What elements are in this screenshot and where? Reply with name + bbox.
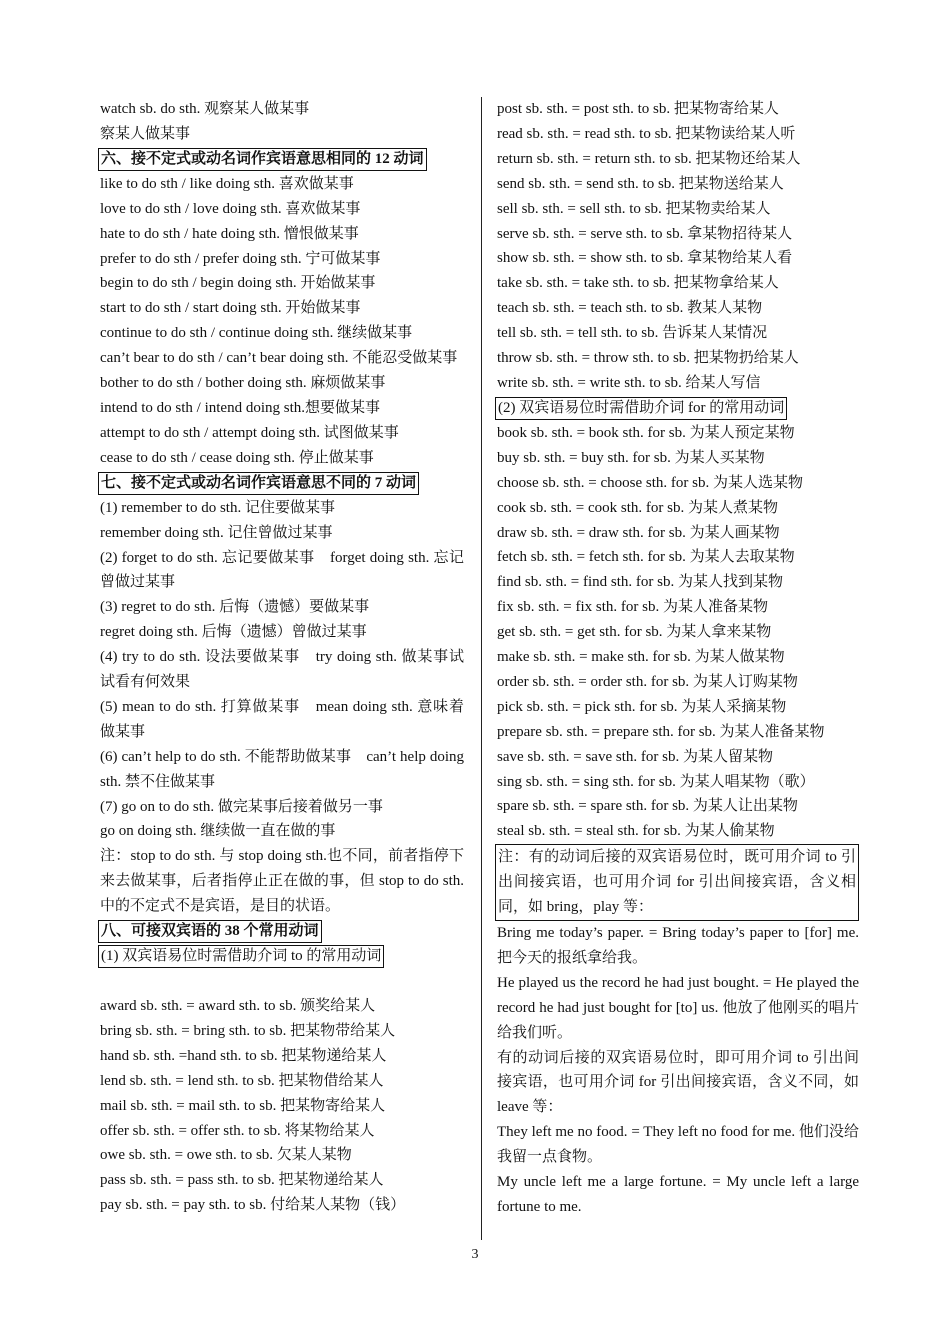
text-line: 有的动词后接的双宾语易位时，即可用介词 to 引出间接宾语，也可用介词 for 引出间接宾语，含义不同，如 leave 等： <box>497 1049 859 1116</box>
text-line: (1) remember to do sth. 记住要做某事 <box>100 499 335 516</box>
text-line: cook sb. sth. = cook sth. for sb. 为某人煮某物 <box>497 499 778 516</box>
text-line: 注：stop to do sth. 与 stop doing sth.也不同，前者指停下来去做某事，后者指停止正在做的事，但 stop to do sth. 中的不定式不是宾语，是目的状语。 <box>100 848 464 915</box>
text-line: owe sb. sth. = owe sth. to sb. 欠某人某物 <box>100 1147 352 1164</box>
text-line: start to do sth / start doing sth. 开始做某事 <box>100 300 361 317</box>
text-line: They left me no food. = They left no food for me. 他们没给我留一点食物。 <box>497 1124 859 1166</box>
text-line: sell sb. sth. = sell sth. to sb. 把某物卖给某人 <box>497 200 771 217</box>
text-line: (3) regret to do sth. 后悔（遗憾）要做某事 <box>100 599 370 616</box>
text-line: book sb. sth. = book sth. for sb. 为某人预定某物 <box>497 424 795 441</box>
text-line: buy sb. sth. = buy sth. for sb. 为某人买某物 <box>497 449 765 466</box>
text-line: read sb. sth. = read sth. to sb. 把某物读给某人听 <box>497 125 796 142</box>
text-line: watch sb. do sth. 观察某人做某事 <box>100 101 310 117</box>
section6-list <box>100 172 464 471</box>
text-line: 察某人做某事 <box>100 125 191 142</box>
text-line: cease to do sth / cease doing sth. 停止做某事 <box>100 449 374 466</box>
text-line: make sb. sth. = make sth. for sb. 为某人做某物 <box>497 649 785 666</box>
page-number: 3 <box>471 1247 479 1262</box>
text-line: sing sb. sth. = sing sth. for sb. 为某人唱某物（歌） <box>497 773 815 790</box>
text-line: hate to do sth / hate doing sth. 憎恨做某事 <box>100 225 359 242</box>
column-divider <box>481 97 482 1240</box>
text-line: prepare sb. sth. = prepare sth. for sb. 为某人准备某物 <box>497 723 825 740</box>
text-line: send sb. sth. = send sth. to sb. 把某物送给某人 <box>497 175 784 192</box>
right-column <box>497 97 859 1220</box>
to-verb-list-continued <box>497 97 859 396</box>
text-line: throw sb. sth. = throw sth. to sb. 把某物扔给某人 <box>497 350 799 367</box>
text-line: intend to do sth / intend doing sth.想要做某事 <box>100 399 380 416</box>
text-line: My uncle left me a large fortune. = My uncle left a large fortune to me. <box>497 1174 859 1215</box>
text-line: (7) go on to do sth. 做完某事后接着做另一事 <box>100 798 383 815</box>
text-line: begin to do sth / begin doing sth. 开始做某事 <box>100 275 376 292</box>
text-line: regret doing sth. 后悔（遗憾）曾做过某事 <box>100 624 367 641</box>
text-line: continue to do sth / continue doing sth. 继续做某事 <box>100 325 413 342</box>
text-line: take sb. sth. = take sth. to sb. 把某物拿给某人 <box>497 275 779 292</box>
text-line: He played us the record he had just bought. = He played the record he had just bought for [to] us. 他放了他刚买的唱片给我们听。 <box>497 974 859 1041</box>
text-line: spare sb. sth. = spare sth. for sb. 为某人让出某物 <box>497 798 798 815</box>
text-line: find sb. sth. = find sth. for sb. 为某人找到某物 <box>497 574 783 591</box>
text-line: tell sb. sth. = tell sth. to sb. 告诉某人某情况 <box>497 325 768 342</box>
text-line: return sb. sth. = return sth. to sb. 把某物还给某人 <box>497 150 801 167</box>
text-line: pass sb. sth. = pass sth. to sb. 把某物递给某人 <box>100 1172 384 1189</box>
text-line: love to do sth / love doing sth. 喜欢做某事 <box>100 200 361 217</box>
text-line: pay sb. sth. = pay sth. to sb. 付给某人某物（钱） <box>100 1197 406 1214</box>
text-line: (2) forget to do sth. 忘记要做某事 forget doing sth. 忘记曾做过某事 <box>100 549 464 591</box>
text-line: steal sb. sth. = steal sth. for sb. 为某人偷某物 <box>497 823 775 840</box>
text-line: order sb. sth. = order sth. for sb. 为某人订购某物 <box>497 673 798 690</box>
text-line: go on doing sth. 继续做一直在做的事 <box>100 823 336 840</box>
section-heading: 八、可接双宾语的 38 个常用动词 <box>98 920 322 943</box>
text-line: fetch sb. sth. = fetch sth. for sb. 为某人去取某物 <box>497 549 795 566</box>
text-line: hand sb. sth. =hand sth. to sb. 把某物递给某人 <box>100 1047 387 1064</box>
text-line: remember doing sth. 记住曾做过某事 <box>100 524 333 541</box>
text-line: teach sb. sth. = teach sth. to sb. 教某人某物 <box>497 300 763 317</box>
text-line: Bring me today’s paper. = Bring today’s paper to [for] me. 把今天的报纸拿给我。 <box>497 925 859 966</box>
section-heading: 六、接不定式或动名词作宾语意思相同的 12 动词 <box>98 148 427 171</box>
for-verb-list <box>497 421 859 844</box>
note-text: 注：有的动词后接的双宾语易位时，既可用介词 to 引出间接宾语，也可用介词 for 引出间接宾语，含义相同，如 bring，play 等： <box>498 849 856 916</box>
text-line: show sb. sth. = show sth. to sb. 拿某物给某人看 <box>497 250 793 267</box>
text-line: write sb. sth. = write sth. to sb. 给某人写信 <box>497 374 761 391</box>
text-line: like to do sth / like doing sth. 喜欢做某事 <box>100 175 354 192</box>
text-line: offer sb. sth. = offer sth. to sb. 将某物给某人 <box>100 1122 375 1139</box>
text-line: (6) can’t help to do sth. 不能帮助做某事 can’t help doing sth. 禁不住做某事 <box>100 748 464 790</box>
text-line: serve sb. sth. = serve sth. to sb. 拿某物招待某人 <box>497 225 793 242</box>
text-line: post sb. sth. = post sth. to sb. 把某物寄给某人 <box>497 101 779 117</box>
note-box <box>495 844 859 921</box>
left-column <box>100 97 464 1218</box>
text-line: lend sb. sth. = lend sth. to sb. 把某物借给某人 <box>100 1072 384 1089</box>
text-line: award sb. sth. = award sth. to sb. 颁奖给某人 <box>100 997 376 1014</box>
subsection-heading: (2) 双宾语易位时需借助介词 for 的常用动词 <box>495 397 787 420</box>
text-line: bother to do sth / bother doing sth. 麻烦做某事 <box>100 375 386 392</box>
section7-list <box>100 496 464 919</box>
text-line: mail sb. sth. = mail sth. to sb. 把某物寄给某人 <box>100 1097 386 1114</box>
text-line: can’t bear to do sth / can’t bear doing sth. 不能忍受做某事 <box>100 350 458 367</box>
to-verb-list <box>100 994 464 1218</box>
text-line: fix sb. sth. = fix sth. for sb. 为某人准备某物 <box>497 599 768 616</box>
text-line: save sb. sth. = save sth. for sb. 为某人留某物 <box>497 748 773 765</box>
text-line: bring sb. sth. = bring sth. to sb. 把某物带给某人 <box>100 1022 396 1039</box>
text-line: (4) try to do sth. 设法要做某事 try doing sth. 做某事试试看有何效果 <box>100 649 464 691</box>
subsection-heading: (1) 双宾语易位时需借助介词 to 的常用动词 <box>98 945 384 968</box>
example-list <box>497 921 859 1220</box>
section-heading: 七、接不定式或动名词作宾语意思不同的 7 动词 <box>98 472 419 495</box>
text-line: draw sb. sth. = draw sth. for sb. 为某人画某物 <box>497 524 780 541</box>
text-line: get sb. sth. = get sth. for sb. 为某人拿来某物 <box>497 624 772 641</box>
text-line: choose sb. sth. = choose sth. for sb. 为某人选某物 <box>497 474 803 491</box>
text-line: attempt to do sth / attempt doing sth. 试图做某事 <box>100 424 399 441</box>
text-line: prefer to do sth / prefer doing sth. 宁可做某事 <box>100 250 381 267</box>
text-line: (5) mean to do sth. 打算做某事 mean doing sth. 意味着做某事 <box>100 698 464 740</box>
text-line: pick sb. sth. = pick sth. for sb. 为某人采摘某物 <box>497 698 787 715</box>
